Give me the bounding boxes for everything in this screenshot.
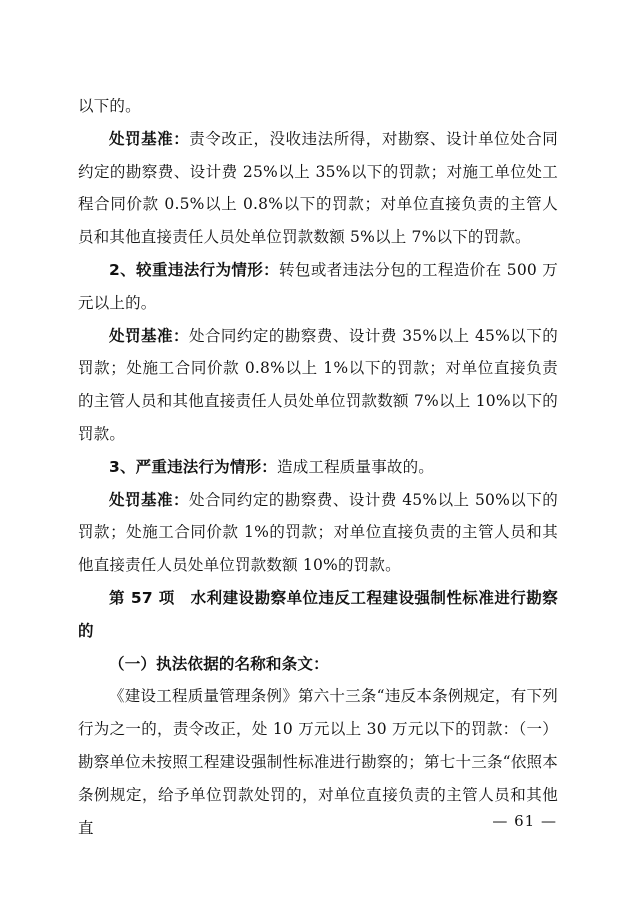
paragraph-continuation: 以下的。 — [78, 97, 141, 115]
paragraph-text: 处合同约定的勘察费、设计费 35%以上 45%以下的罚款；处施工合同价款 0.8%以上 1%以下的罚款；对单位直接负责的主管人员和其他直接责任人员处单位罚款数额 7%以上 10%以下的罚款。 — [78, 326, 558, 443]
paragraph-label: 处罚基准： — [109, 326, 189, 345]
serious-violation-case — [78, 254, 558, 320]
paragraph-text: 转包或者违法分包的工程造价在 500 万元以上的。 — [78, 260, 558, 312]
document-page — [78, 90, 558, 844]
paragraph-text: 造成工程质量事故的。 — [277, 457, 435, 476]
penalty-standard-general — [78, 123, 558, 254]
penalty-standard-serious — [78, 320, 558, 451]
paragraph-text: 处合同约定的勘察费、设计费 45%以上 50%以下的罚款；处施工合同价款 1%的罚款；对单位直接负责的主管人员和其他直接责任人员处单位罚款数额 10%的罚款。 — [78, 490, 558, 575]
page-number: — 61 — — [492, 812, 557, 830]
law-text: 《建设工程质量管理条例》第六十三条“违反本条例规定，有下列行为之一的，责令改正，处 10 万元以上 30 万元以下的罚款：（一）勘察单位未按照工程建设强制性标准进行勘察的；第七十三条“依照本条例规定，给予单位罚款处罚的，对单位直接负责的主管人员和其他直 — [78, 687, 558, 837]
penalty-standard-severe — [78, 484, 558, 582]
paragraph-label: 处罚基准： — [109, 129, 190, 148]
severe-violation-case — [78, 451, 558, 484]
item-title: 第 57 项 水利建设勘察单位违反工程建设强制性标准进行勘察的 — [78, 588, 558, 640]
paragraph-label: 处罚基准： — [109, 490, 189, 509]
section-heading: （一）执法依据的名称和条文： — [109, 654, 329, 673]
paragraph-text: 责令改正，没收违法所得，对勘察、设计单位处合同约定的勘察费、设计费 25%以上 35%以下的罚款；对施工单位处工程合同价款 0.5%以上 0.8%以下的罚款；对单位直接负责的主管人员和其他直接责任人员处单位罚款数额 5%以上 7%以下的罚款。 — [78, 129, 558, 247]
paragraph-label: 3、严重违法行为情形： — [109, 457, 277, 476]
paragraph-label: 2、较重违法行为情形： — [109, 260, 280, 279]
